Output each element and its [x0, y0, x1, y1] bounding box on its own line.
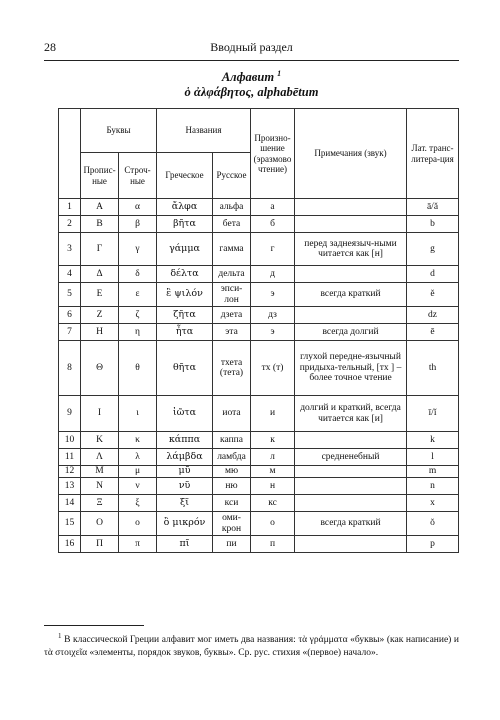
- table-row: [59, 495, 459, 512]
- greek-name: βῆτα: [157, 216, 213, 233]
- header-russian: Русское: [213, 153, 251, 199]
- uppercase-letter: Λ: [81, 449, 119, 466]
- table-row: [59, 478, 459, 495]
- footnote-rule: [44, 625, 144, 626]
- header-uppercase: Пропис-ные: [81, 153, 119, 199]
- greek-name: ἄλφα: [157, 199, 213, 216]
- uppercase-letter: Μ: [81, 466, 119, 478]
- russian-name: кси: [213, 495, 251, 512]
- alphabet-table: [58, 108, 459, 553]
- row-number: 15: [59, 512, 81, 536]
- section-title: Вводный раздел: [210, 40, 293, 54]
- greek-name: πῖ: [157, 536, 213, 553]
- uppercase-letter: Ν: [81, 478, 119, 495]
- header-latin: Лат. транс-литера-ция: [407, 109, 459, 199]
- note: всегда краткий: [295, 512, 407, 536]
- uppercase-letter: Θ: [81, 341, 119, 396]
- lowercase-letter: ξ: [119, 495, 157, 512]
- uppercase-letter: Γ: [81, 233, 119, 266]
- greek-name: μῦ: [157, 466, 213, 478]
- table-row: [59, 536, 459, 553]
- russian-name: дельта: [213, 266, 251, 283]
- lowercase-letter: κ: [119, 432, 157, 449]
- uppercase-letter: Η: [81, 324, 119, 341]
- table-row: [59, 466, 459, 478]
- lowercase-letter: π: [119, 536, 157, 553]
- table-body: [59, 199, 459, 553]
- uppercase-letter: Κ: [81, 432, 119, 449]
- footnote-ref: 1: [277, 69, 282, 78]
- russian-name: пи: [213, 536, 251, 553]
- lowercase-letter: λ: [119, 449, 157, 466]
- latin-transliteration: ŏ: [407, 512, 459, 536]
- pronunciation: а: [251, 199, 295, 216]
- header-pronunciation: Произно-шение (эразмово чтение): [251, 109, 295, 199]
- latin-transliteration: ē: [407, 324, 459, 341]
- row-number: 6: [59, 307, 81, 324]
- note: всегда долгий: [295, 324, 407, 341]
- pronunciation: г: [251, 233, 295, 266]
- latin-transliteration: dz: [407, 307, 459, 324]
- row-number: 9: [59, 396, 81, 432]
- russian-name: оми-крон: [213, 512, 251, 536]
- note: [295, 536, 407, 553]
- lowercase-letter: α: [119, 199, 157, 216]
- note: [295, 199, 407, 216]
- pronunciation: э: [251, 324, 295, 341]
- russian-name: ню: [213, 478, 251, 495]
- row-number: 7: [59, 324, 81, 341]
- uppercase-letter: Π: [81, 536, 119, 553]
- pronunciation: э: [251, 283, 295, 307]
- page-number: 28: [44, 40, 56, 54]
- uppercase-letter: Ζ: [81, 307, 119, 324]
- pronunciation: дз: [251, 307, 295, 324]
- pronunciation: н: [251, 478, 295, 495]
- greek-name: δέλτα: [157, 266, 213, 283]
- pronunciation: д: [251, 266, 295, 283]
- row-number: 8: [59, 341, 81, 396]
- russian-name: мю: [213, 466, 251, 478]
- title-line-2: ὁ ἀλφάβητος, alphabētum: [184, 85, 319, 100]
- greek-name: ὂ μικρόν: [157, 512, 213, 536]
- latin-transliteration: ĕ: [407, 283, 459, 307]
- note: глухой передне-язычный придыха-тельный, [тх ] – более точное чтение: [295, 341, 407, 396]
- title-line-1: Алфавит $^1$: [221, 69, 282, 85]
- lowercase-letter: β: [119, 216, 157, 233]
- latin-transliteration: g: [407, 233, 459, 266]
- uppercase-letter: Ο: [81, 512, 119, 536]
- uppercase-letter: Β: [81, 216, 119, 233]
- note: перед заднеязыч-ными читается как [н]: [295, 233, 407, 266]
- note: [295, 266, 407, 283]
- table-row: [59, 266, 459, 283]
- russian-name: гамма: [213, 233, 251, 266]
- russian-name: тхета (тета): [213, 341, 251, 396]
- header-greek: Греческое: [157, 153, 213, 199]
- latin-transliteration: ā/ă: [407, 199, 459, 216]
- uppercase-letter: Ε: [81, 283, 119, 307]
- greek-name: λάμβδα: [157, 449, 213, 466]
- lowercase-letter: ο: [119, 512, 157, 536]
- latin-transliteration: l: [407, 449, 459, 466]
- footnote-marker: 1: [58, 632, 62, 640]
- greek-name: κάππα: [157, 432, 213, 449]
- russian-name: эпси-лон: [213, 283, 251, 307]
- pronunciation: о: [251, 512, 295, 536]
- header-lowercase: Строч-ные: [119, 153, 157, 199]
- row-number: 5: [59, 283, 81, 307]
- latin-transliteration: k: [407, 432, 459, 449]
- note: долгий и краткий, всегда читается как [и]: [295, 396, 407, 432]
- table-row: [59, 396, 459, 432]
- row-number: 12: [59, 466, 81, 478]
- uppercase-letter: Α: [81, 199, 119, 216]
- table-row: [59, 307, 459, 324]
- note: [295, 216, 407, 233]
- russian-name: эта: [213, 324, 251, 341]
- pronunciation: тх (т): [251, 341, 295, 396]
- greek-name: θῆτα: [157, 341, 213, 396]
- row-number: 3: [59, 233, 81, 266]
- page-header: [44, 40, 459, 56]
- row-number: 11: [59, 449, 81, 466]
- latin-transliteration: b: [407, 216, 459, 233]
- greek-name: ζῆτα: [157, 307, 213, 324]
- latin-transliteration: m: [407, 466, 459, 478]
- table-row: [59, 199, 459, 216]
- greek-name: νῦ: [157, 478, 213, 495]
- pronunciation: к: [251, 432, 295, 449]
- row-number: 14: [59, 495, 81, 512]
- table-row: [59, 449, 459, 466]
- uppercase-letter: Δ: [81, 266, 119, 283]
- lowercase-letter: ζ: [119, 307, 157, 324]
- pronunciation: и: [251, 396, 295, 432]
- table-row: [59, 216, 459, 233]
- lowercase-letter: ε: [119, 283, 157, 307]
- header-letters: Буквы: [81, 109, 157, 153]
- row-number: 13: [59, 478, 81, 495]
- latin-transliteration: th: [407, 341, 459, 396]
- russian-name: иота: [213, 396, 251, 432]
- greek-name: ξῖ: [157, 495, 213, 512]
- russian-name: бета: [213, 216, 251, 233]
- russian-name: каппа: [213, 432, 251, 449]
- pronunciation: кс: [251, 495, 295, 512]
- row-number: 10: [59, 432, 81, 449]
- row-number: 2: [59, 216, 81, 233]
- uppercase-letter: Ξ: [81, 495, 119, 512]
- note: [295, 432, 407, 449]
- table-row: [59, 233, 459, 266]
- lowercase-letter: η: [119, 324, 157, 341]
- header-names: Названия: [157, 109, 251, 153]
- lowercase-letter: ν: [119, 478, 157, 495]
- table-row: [59, 512, 459, 536]
- row-number: 1: [59, 199, 81, 216]
- greek-name: ἦτα: [157, 324, 213, 341]
- table-row: [59, 341, 459, 396]
- russian-name: альфа: [213, 199, 251, 216]
- header-rule: [44, 60, 459, 61]
- header-notes: Примечания (звук): [295, 109, 407, 199]
- lowercase-letter: μ: [119, 466, 157, 478]
- uppercase-letter: Ι: [81, 396, 119, 432]
- latin-transliteration: n: [407, 478, 459, 495]
- table-row: [59, 324, 459, 341]
- note: средненебный: [295, 449, 407, 466]
- note: [295, 495, 407, 512]
- note: всегда краткий: [295, 283, 407, 307]
- row-number: 16: [59, 536, 81, 553]
- footnote: [44, 630, 459, 660]
- footnote-text: В классической Греции алфавит мог иметь два названия: τὰ γράμματα «буквы» (как написание) и τὰ στοιχεῖα «элементы, порядок звуков, буквы». Ср. рус. стихия «(первое) начало».: [44, 635, 459, 659]
- lowercase-letter: δ: [119, 266, 157, 283]
- note: [295, 478, 407, 495]
- row-number: 4: [59, 266, 81, 283]
- lowercase-letter: θ: [119, 341, 157, 396]
- pronunciation: м: [251, 466, 295, 478]
- russian-name: дзета: [213, 307, 251, 324]
- table-row: [59, 283, 459, 307]
- note: [295, 307, 407, 324]
- pronunciation: л: [251, 449, 295, 466]
- latin-transliteration: p: [407, 536, 459, 553]
- note: [295, 466, 407, 478]
- russian-name: ламбда: [213, 449, 251, 466]
- latin-transliteration: d: [407, 266, 459, 283]
- greek-name: γάμμα: [157, 233, 213, 266]
- table-title: [44, 66, 459, 100]
- pronunciation: п: [251, 536, 295, 553]
- greek-name: ἰῶτα: [157, 396, 213, 432]
- latin-transliteration: ī/ĭ: [407, 396, 459, 432]
- lowercase-letter: ι: [119, 396, 157, 432]
- latin-transliteration: x: [407, 495, 459, 512]
- table-row: [59, 432, 459, 449]
- lowercase-letter: γ: [119, 233, 157, 266]
- header-number: [59, 109, 81, 199]
- greek-name: ἒ ψιλόν: [157, 283, 213, 307]
- pronunciation: б: [251, 216, 295, 233]
